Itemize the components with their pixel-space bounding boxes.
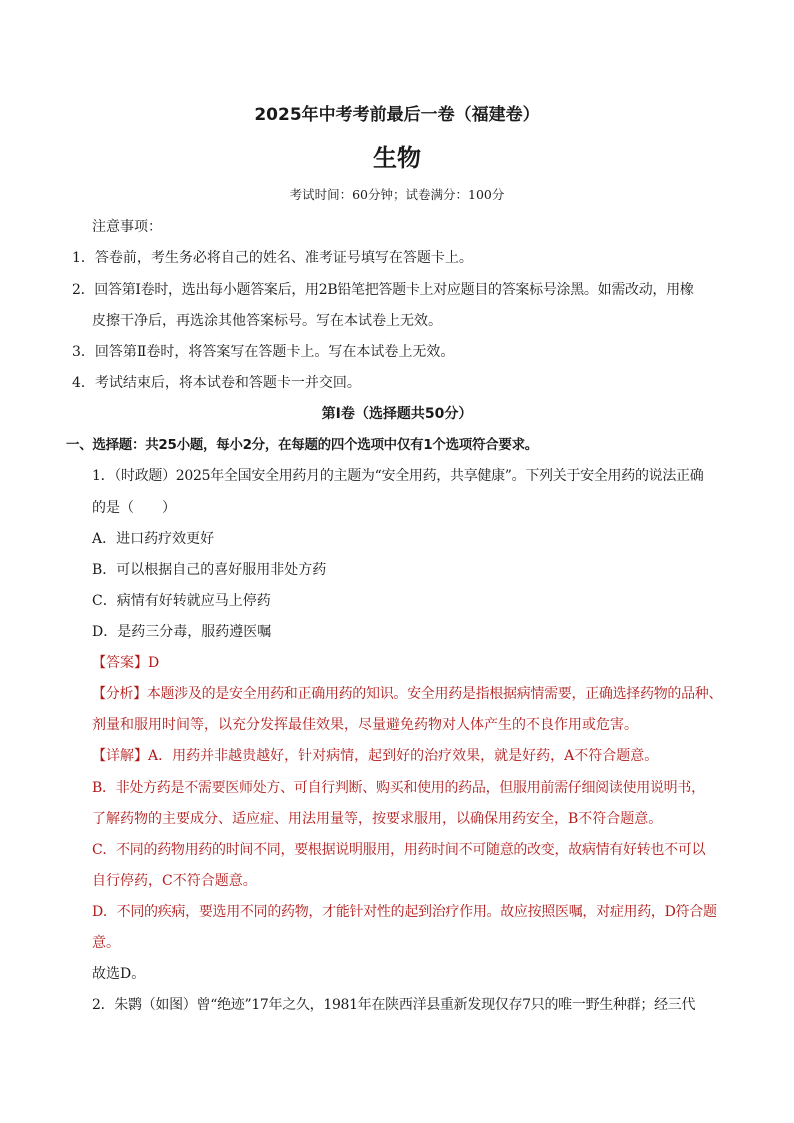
detail-d: D．不同的疾病，要选用不同的药物，才能针对性的起到治疗作用。故应按照医嘱，对症用药，D符合题 bbox=[92, 904, 717, 920]
detail-b-cont: 了解药物的主要成分、适应症、用法用量等，按要求服用，以确保用药安全，B不符合题意。 bbox=[92, 811, 663, 827]
answer-line bbox=[92, 653, 159, 673]
notes-heading: 注意事项： bbox=[92, 219, 162, 235]
detail-c-cont: 自行停药，C不符合题意。 bbox=[92, 873, 257, 889]
notes-item: 3．回答第Ⅱ卷时，将答案写在答题卡上。写在本试卷上无效。 bbox=[72, 344, 455, 360]
notes-item: 2．回答第Ⅰ卷时，选出每小题答案后，用2B铅笔把答题卡上对应题目的答案标号涂黑。如需改动，用橡 bbox=[72, 282, 694, 298]
option-c: C．病情有好转就应马上停药 bbox=[92, 593, 271, 609]
question-1-stem: 1．（时政题）2025年全国安全用药月的主题为“安全用药，共享健康”。下列关于安全用药的说法正确 bbox=[92, 468, 704, 484]
analysis-line bbox=[92, 684, 722, 704]
analysis-text: 本题涉及的是安全用药和正确用药的知识。安全用药是指根据病情需要，正确选择药物的品种、 bbox=[146, 686, 723, 702]
notes-item: 4．考试结束后，将本试卷和答题卡一并交回。 bbox=[72, 375, 361, 391]
question-1-stem-cont: 的是（ ） bbox=[92, 500, 176, 516]
detail-tag: 【详解】 bbox=[92, 748, 148, 764]
analysis-tag: 【分析】 bbox=[92, 686, 147, 702]
notes-item: 1．答卷前，考生务必将自己的姓名、准考证号填写在答题卡上。 bbox=[72, 250, 473, 266]
answer-tag: 【答案】 bbox=[92, 655, 148, 671]
exam-info: 考试时间：60分钟；试卷满分：100分 bbox=[289, 187, 505, 202]
option-b: B．可以根据自己的喜好服用非处方药 bbox=[92, 562, 327, 578]
analysis-text-cont: 剂量和服用时间等，以充分发挥最佳效果，尽量避免药物对人体产生的不良作用或危害。 bbox=[92, 717, 638, 733]
detail-a: A．用药并非越贵越好，针对病情，起到好的治疗效果，就是好药，A不符合题意。 bbox=[148, 748, 659, 764]
question-2-stem: 2．朱鹮（如图）曾“绝迹”17年之久，1981年在陕西洋县重新发现仅存7只的唯一野生种群；经三代 bbox=[92, 997, 696, 1013]
detail-line bbox=[92, 746, 658, 766]
section-instruction: 一、选择题：共25小题，每小2分，在每题的四个选项中仅有1个选项符合要求。 bbox=[66, 437, 538, 453]
conclusion: 故选D。 bbox=[92, 966, 146, 982]
option-a: A．进口药疗效更好 bbox=[92, 531, 215, 547]
detail-c: C．不同的药物用药的时间不同，要根据说明服用，用药时间不可随意的改变，故病情有好转也不可以 bbox=[92, 842, 706, 858]
section-title: 第Ⅰ卷（选择题共50分） bbox=[321, 406, 473, 422]
answer-value: D bbox=[148, 655, 160, 671]
subject-title: 生物 bbox=[373, 144, 421, 172]
detail-b: B．非处方药是不需要医师处方、可自行判断、购买和使用的药品，但服用前需仔细阅读使用说明书， bbox=[92, 780, 705, 796]
option-d: D．是药三分毒，服药遵医嘱 bbox=[92, 624, 272, 640]
detail-d-cont: 意。 bbox=[92, 935, 120, 951]
page-title: 2025年中考考前最后一卷（福建卷） bbox=[254, 105, 540, 125]
notes-item: 皮擦干净后，再选涂其他答案标号。写在本试卷上无效。 bbox=[92, 313, 442, 329]
